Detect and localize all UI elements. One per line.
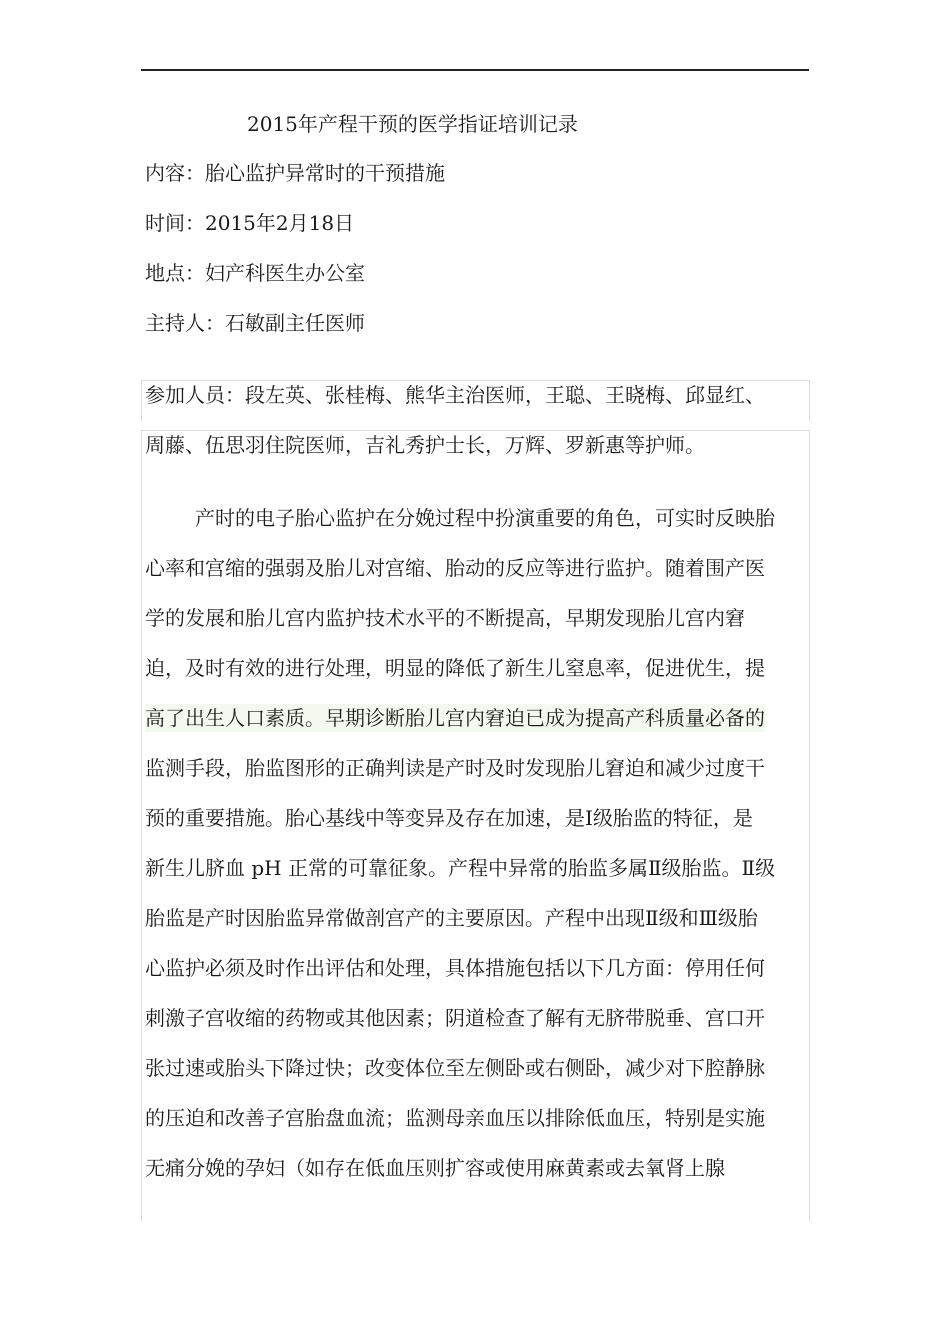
header-rule <box>141 69 809 71</box>
participants-line: 周藤、伍思羽住院医师，吉礼秀护士长，万辉、罗新惠等护师。 <box>145 433 705 457</box>
paragraph-line: 刺激子宫收缩的药物或其他因素；阴道检查了解有无脐带脱垂、宫口开 <box>145 1006 765 1030</box>
meta-content: 内容：胎心监护异常时的干预措施 <box>145 161 445 185</box>
meta-time: 时间：2015年2月18日 <box>145 211 355 235</box>
paragraph-line: 学的发展和胎儿宫内监护技术水平的不断提高，早期发现胎儿宫内窘 <box>145 606 745 630</box>
paragraph-line: 无痛分娩的孕妇（如存在低血压则扩容或使用麻黄素或去氧肾上腺 <box>145 1156 725 1180</box>
paragraph-line: 心监护必须及时作出评估和处理，具体措施包括以下几方面：停用任何 <box>145 956 765 980</box>
paragraph-line: 心率和宫缩的强弱及胎儿对宫缩、胎动的反应等进行监护。随着围产医 <box>145 556 765 580</box>
paragraph-line: 新生儿脐血 pH 正常的可靠征象。产程中异常的胎监多属Ⅱ级胎监。Ⅱ级 <box>145 856 776 880</box>
paragraph-line: 监测手段，胎监图形的正确判读是产时及时发现胎儿窘迫和减少过度干 <box>145 756 765 780</box>
meta-host: 主持人：石敏副主任医师 <box>145 311 365 335</box>
paragraph-line: 胎监是产时因胎监异常做剖宫产的主要原因。产程中出现Ⅱ级和Ⅲ级胎 <box>145 906 758 930</box>
paragraph-line: 产时的电子胎心监护在分娩过程中扮演重要的角色，可实时反映胎 <box>195 506 775 530</box>
paragraph-line: 的压迫和改善子宫胎盘血流；监测母亲血压以排除低血压，特别是实施 <box>145 1106 765 1130</box>
participants-line: 参加人员：段左英、张桂梅、熊华主治医师，王聪、王晓梅、邱显红、 <box>145 383 765 407</box>
meta-location: 地点：妇产科医生办公室 <box>145 261 365 285</box>
paragraph-line: 预的重要措施。胎心基线中等变异及存在加速，是Ⅰ级胎监的特征，是 <box>145 806 753 830</box>
paragraph-line: 张过速或胎头下降过快；改变体位至左侧卧或右侧卧，减少对下腔静脉 <box>145 1056 765 1080</box>
document-title: 2015年产程干预的医学指证培训记录 <box>247 112 578 136</box>
paragraph-line: 迫，及时有效的进行处理，明显的降低了新生儿窒息率，促进优生，提 <box>145 656 765 680</box>
paragraph-line: 高了出生人口素质。早期诊断胎儿宫内窘迫已成为提高产科质量必备的 <box>145 706 765 730</box>
